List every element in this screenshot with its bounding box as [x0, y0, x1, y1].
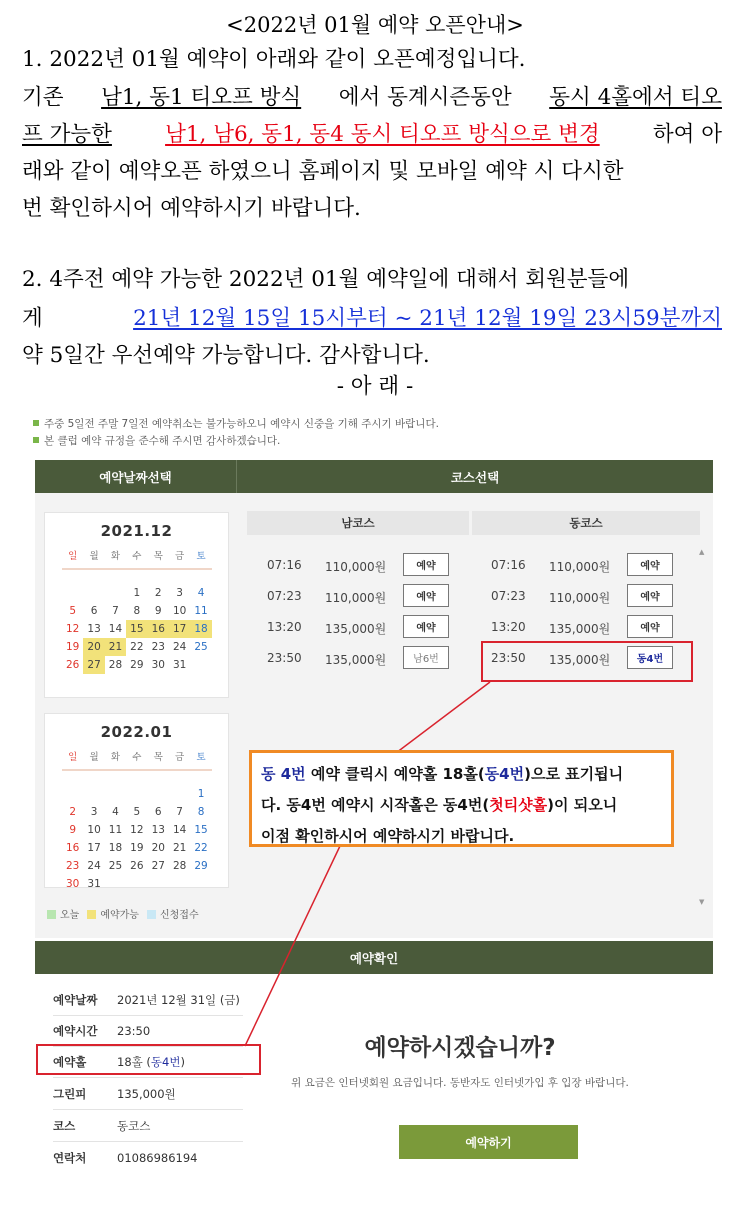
- notice-text: 기존: [22, 85, 64, 110]
- notice-p2-line1: 2. 4주전 예약 가능한 2022년 01월 예약일에 대해서 회원분들에: [22, 267, 630, 292]
- calendar-day[interactable]: 13: [87, 623, 101, 635]
- slot-time: 07:16: [267, 558, 302, 572]
- course-select-header: 코스선택: [237, 460, 713, 493]
- calendar-day[interactable]: 29: [194, 860, 208, 872]
- calendar-day[interactable]: 21: [172, 842, 187, 854]
- calendar-day[interactable]: 15: [194, 824, 208, 836]
- calendar-day[interactable]: 5: [133, 806, 141, 818]
- calendar-day[interactable]: 19: [66, 641, 80, 653]
- notice-new-method: 남1, 남6, 동1, 동4 동시 티오프 방식으로 변경: [165, 122, 600, 147]
- calendar-day[interactable]: 30: [66, 878, 80, 890]
- notice-p1-line2: [22, 80, 722, 111]
- callout-text: 다. 동4번 예약시 시작홀은 동4번(: [261, 796, 490, 814]
- confirm-header: 예약확인: [35, 941, 713, 974]
- slot-price: 135,000원: [549, 653, 611, 667]
- calendar-day[interactable]: 21: [105, 638, 126, 656]
- calendar-day[interactable]: 4: [197, 587, 205, 599]
- calendar-day[interactable]: 1: [133, 587, 141, 599]
- calendar-title: 2022.01: [100, 723, 173, 741]
- weekday-label: 일: [68, 551, 78, 562]
- scroll-down-icon[interactable]: ▼: [699, 898, 705, 906]
- calendar-day[interactable]: 25: [194, 641, 208, 653]
- calendar-day[interactable]: 15: [126, 620, 147, 638]
- weekday-label: 수: [132, 752, 142, 763]
- slot-time: 23:50: [491, 651, 526, 665]
- notice-p1-line1: 1. 2022년 01월 예약이 아래와 같이 오픈예정입니다.: [22, 47, 526, 72]
- calendar-day[interactable]: 3: [90, 806, 98, 818]
- calendar-day[interactable]: 8: [197, 806, 205, 818]
- hole-close: ): [180, 1055, 185, 1069]
- date-select-header: 예약날짜선택: [35, 460, 237, 493]
- legend-label: 예약가능: [100, 910, 139, 921]
- calendar-day[interactable]: 12: [130, 824, 144, 836]
- calendar-day[interactable]: 26: [66, 659, 80, 671]
- weekday-label: 목: [153, 752, 163, 763]
- slot-time: 23:50: [267, 651, 302, 665]
- hole-start: 동4번: [150, 1055, 181, 1069]
- slot-time: 07:16: [491, 558, 526, 572]
- notice-p1-line5: 번 확인하시어 예약하시기 바랍니다.: [22, 196, 361, 221]
- weekday-label: 화: [110, 752, 121, 763]
- slot-time: 07:23: [491, 589, 526, 603]
- rule-text: 주중 5일전 주말 7일전 예약취소는 불가능하오니 예약시 신중을 기해 주시기 바랍니다.: [44, 418, 439, 430]
- calendar-day[interactable]: 5: [69, 605, 77, 617]
- calendar-day[interactable]: 17: [169, 620, 190, 638]
- notice-four-hole-cont: 프 가능한: [22, 122, 112, 147]
- calendar-day[interactable]: 9: [69, 824, 77, 836]
- slot-price: 110,000원: [549, 591, 611, 605]
- calendar-day[interactable]: 23: [151, 641, 165, 653]
- callout-line: [261, 759, 662, 790]
- calendar-day[interactable]: 31: [87, 878, 101, 890]
- notice-below-heading: - 아 래 -: [336, 374, 414, 399]
- slot-time: 13:20: [491, 620, 526, 634]
- reserve-slot-button[interactable]: 예약: [627, 553, 673, 576]
- confirm-value: 01086986194: [117, 1151, 198, 1165]
- callout-text: )으로 표기됩니: [524, 765, 624, 783]
- calendar-day[interactable]: 2: [69, 806, 77, 818]
- slot-price: 110,000원: [325, 591, 387, 605]
- callout-accent: 동 4번: [261, 765, 306, 783]
- weekday-label: 토: [196, 551, 206, 562]
- slot-time: 13:20: [267, 620, 302, 634]
- confirm-label: 예약날짜: [53, 993, 98, 1007]
- calendar-day[interactable]: 11: [108, 824, 123, 836]
- calendar-day[interactable]: 20: [151, 842, 165, 854]
- confirm-label: 그린피: [53, 1087, 87, 1101]
- callout-text: 예약 클릭시 예약홀 18홀(: [305, 765, 485, 783]
- slot-price: 110,000원: [549, 560, 611, 574]
- hole-south6-button[interactable]: 남6번: [403, 646, 449, 669]
- hole-east4-button[interactable]: 동4번: [627, 646, 673, 669]
- confirm-label: 예약시간: [53, 1024, 98, 1038]
- calendar-day[interactable]: 10: [87, 824, 101, 836]
- highlight-east4-slot: [481, 641, 693, 682]
- calendar-day[interactable]: 9: [154, 605, 162, 617]
- calendar-day[interactable]: 18: [108, 842, 123, 854]
- calendar-day[interactable]: 18: [190, 620, 211, 638]
- calendar-day[interactable]: 14: [108, 623, 123, 635]
- notice-title: <2022년 01월 예약 오픈안내>: [226, 13, 524, 37]
- rule-text: 본 클럽 예약 규정을 준수해 주시면 감사하겠습니다.: [44, 435, 281, 447]
- calendar-day[interactable]: 28: [172, 860, 187, 872]
- submit-reservation-button[interactable]: 예약하기: [399, 1125, 578, 1159]
- calendar-day[interactable]: 13: [151, 824, 165, 836]
- weekday-label: 화: [110, 551, 121, 562]
- notice-text: 에서 동계시즌동안: [338, 85, 512, 110]
- calendar-day[interactable]: 3: [176, 587, 183, 599]
- calendar-day[interactable]: 27: [83, 656, 104, 674]
- calendar-day[interactable]: 6: [90, 605, 98, 617]
- notice-four-hole: 동시 4홀에서 티오: [549, 85, 722, 110]
- confirm-value: 23:50: [117, 1024, 151, 1038]
- notice-p2-line2: [22, 301, 722, 332]
- booking-screenshot: [0, 410, 750, 1209]
- calendar-day[interactable]: 20: [83, 638, 104, 656]
- calendar-day[interactable]: 31: [172, 659, 187, 671]
- calendar-day[interactable]: 7: [112, 605, 119, 617]
- calendar-day[interactable]: 7: [176, 806, 183, 818]
- notice-old-method: 남1, 동1 티오프 방식: [101, 85, 302, 110]
- calendar-day[interactable]: 10: [172, 605, 187, 617]
- reserve-slot-button[interactable]: 예약: [403, 553, 449, 576]
- calendar-day[interactable]: 1: [197, 788, 205, 800]
- confirm-value: 2021년 12월 31일 (금): [117, 993, 240, 1007]
- reserve-slot-button[interactable]: 예약: [403, 584, 449, 607]
- calendar-day[interactable]: 11: [194, 605, 208, 617]
- weekday-label: 월: [89, 551, 99, 562]
- weekday-label: 월: [89, 752, 99, 763]
- calendar-day[interactable]: 16: [148, 620, 169, 638]
- calendar-day[interactable]: 30: [151, 659, 165, 671]
- highlight-hole-row: [36, 1044, 261, 1075]
- reserve-slot-button[interactable]: 예약: [403, 615, 449, 638]
- slot-price: 135,000원: [325, 622, 387, 636]
- callout-text: )이 되오니: [547, 796, 618, 814]
- hole-number: 18홀 (: [117, 1055, 151, 1069]
- calendar-day[interactable]: 24: [172, 641, 187, 653]
- slot-time: 07:23: [267, 589, 302, 603]
- calendar-title: 2021.12: [100, 522, 173, 540]
- weekday-label: 일: [68, 752, 78, 763]
- calendar-day[interactable]: 26: [130, 860, 144, 872]
- course-header-south: 남코스: [247, 511, 469, 535]
- weekday-label: 토: [196, 752, 206, 763]
- calendar-day[interactable]: 8: [133, 605, 141, 617]
- notice-p1-line4: 래와 같이 예약오픈 하였으니 홈페이지 및 모바일 예약 시 다시한: [22, 159, 624, 184]
- confirm-question: 예약하시겠습니까?: [364, 1035, 556, 1061]
- course-header-east: 동코스: [472, 511, 700, 535]
- slot-price: 110,000원: [325, 560, 387, 574]
- reserve-slot-button[interactable]: 예약: [627, 615, 673, 638]
- calendar-day[interactable]: 25: [108, 860, 123, 872]
- callout-accent: 동4번: [484, 765, 525, 783]
- calendar-day[interactable]: 22: [130, 641, 144, 653]
- calendar-day[interactable]: 17: [87, 842, 101, 854]
- weekday-label: 목: [153, 551, 163, 562]
- calendar-day[interactable]: 29: [130, 659, 144, 671]
- legend-label: 오늘: [60, 910, 80, 921]
- confirm-value: 135,000원: [117, 1087, 176, 1101]
- confirm-value: 동코스: [117, 1119, 151, 1133]
- calendar-day[interactable]: 6: [154, 806, 162, 818]
- calendar-day[interactable]: 28: [108, 659, 123, 671]
- weekday-label: 금: [175, 752, 185, 763]
- calendar-day[interactable]: 2: [154, 587, 162, 599]
- slot-price: 135,000원: [549, 622, 611, 636]
- calendar-day[interactable]: 19: [130, 842, 144, 854]
- confirm-label: 코스: [53, 1119, 76, 1133]
- notice-text: 게: [22, 306, 43, 331]
- callout-line: 이점 확인하시어 예약하시기 바랍니다.: [261, 827, 515, 845]
- calendar-day[interactable]: 16: [66, 842, 80, 854]
- confirm-label: 연락처: [53, 1151, 87, 1165]
- calendar-day[interactable]: 24: [87, 860, 101, 872]
- legend-label: 신청접수: [159, 910, 199, 921]
- notice-p2-line3: 약 5일간 우선예약 가능합니다. 감사합니다.: [22, 343, 430, 368]
- confirm-note: 위 요금은 인터넷회원 요금입니다. 동반자도 인터넷가입 후 입장 바랍니다.: [291, 1077, 629, 1089]
- annotation-callout: [249, 750, 674, 847]
- callout-accent: 첫티샷홀: [489, 796, 548, 814]
- calendar-day[interactable]: 22: [194, 842, 208, 854]
- calendar-day[interactable]: 4: [112, 806, 119, 818]
- calendar-day[interactable]: 23: [66, 860, 80, 872]
- slot-price: 135,000원: [325, 653, 387, 667]
- reserve-slot-button[interactable]: 예약: [627, 584, 673, 607]
- calendar-day[interactable]: 27: [151, 860, 165, 872]
- calendar-day[interactable]: 12: [66, 623, 80, 635]
- notice-priority-period: 21년 12월 15일 15시부터 ~ 21년 12월 19일 23시59분까지: [133, 306, 722, 331]
- confirm-label: 예약홀: [53, 1055, 87, 1069]
- weekday-label: 금: [175, 551, 185, 562]
- weekday-label: 수: [132, 551, 142, 562]
- calendar-day[interactable]: 14: [172, 824, 187, 836]
- notice-text: 하여 아: [652, 122, 722, 147]
- notice-p1-line3: [22, 117, 722, 148]
- callout-line: [261, 790, 662, 821]
- scroll-up-icon[interactable]: ▲: [699, 548, 705, 556]
